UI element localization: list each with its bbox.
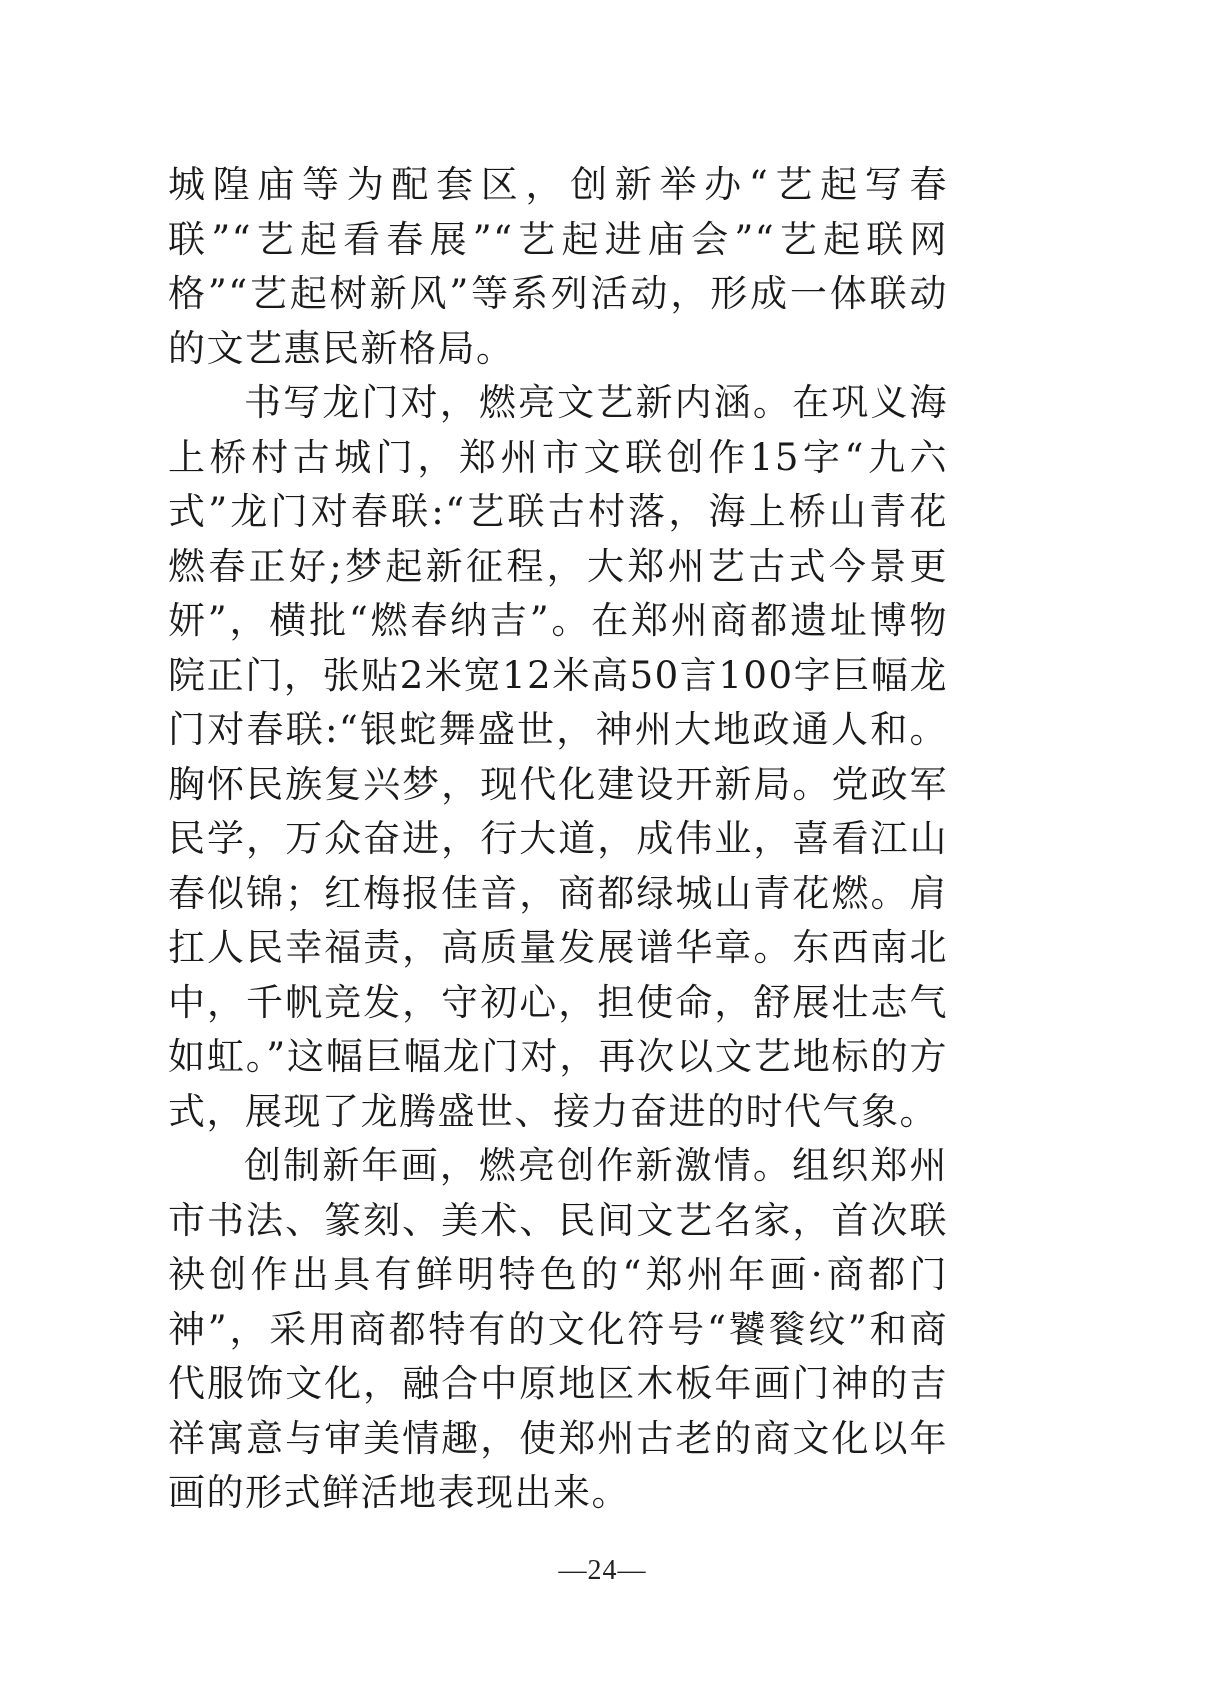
- paragraph-3-lead: 创制新年画，燃亮创作新激情。: [244, 1144, 793, 1187]
- paragraph-2: [168, 376, 948, 1139]
- paragraph-1-text: 城隍庙等为配套区，创新举办“艺起写春联”“艺起看春展”“艺起进庙会”“艺起联网格”“艺起树新风”等系列活动，形成一体联动的文艺惠民新格局。: [168, 163, 948, 370]
- document-page: [168, 158, 948, 1521]
- paragraph-2-lead: 书写龙门对，燃亮文艺新内涵。: [244, 381, 793, 424]
- paragraph-2-text: 在巩义海上桥村古城门，郑州市文联创作15字“九六式”龙门对春联:“艺联古村落，海上桥山青花燃春正好;梦起新征程，大郑州艺古式今景更妍”，横批“燃春纳吉”。在郑州商都遗址博物院正门，张贴2米宽12米高50言100字巨幅龙门对春联:“银蛇舞盛世，神州大地政通人和。胸怀民族复兴梦，现代化建设开新局。党政军民学，万众奋进，行大道，成伟业，喜看江山春似锦；红梅报佳音，商都绿城山青花燃。肩扛人民幸福责，高质量发展谱华章。东西南北中，千帆竞发，守初心，担使命，舒展壮志气如虹。”这幅巨幅龙门对，再次以文艺地标的方式，展现了龙腾盛世、接力奋进的时代气象。: [168, 381, 949, 1133]
- paragraph-1: [168, 158, 948, 376]
- paragraph-3: [168, 1139, 948, 1521]
- paragraph-3-text: 组织郑州市书法、篆刻、美术、民间文艺名家，首次联袂创作出具有鲜明特色的“郑州年画·商都门神”，采用商都特有的文化符号“饕餮纹”和商代服饰文化，融合中原地区木板年画门神的吉祥寓意与审美情趣，使郑州古老的商文化以年画的形式鲜活地表现出来。: [168, 1144, 949, 1514]
- page-number: —24—: [558, 1555, 647, 1586]
